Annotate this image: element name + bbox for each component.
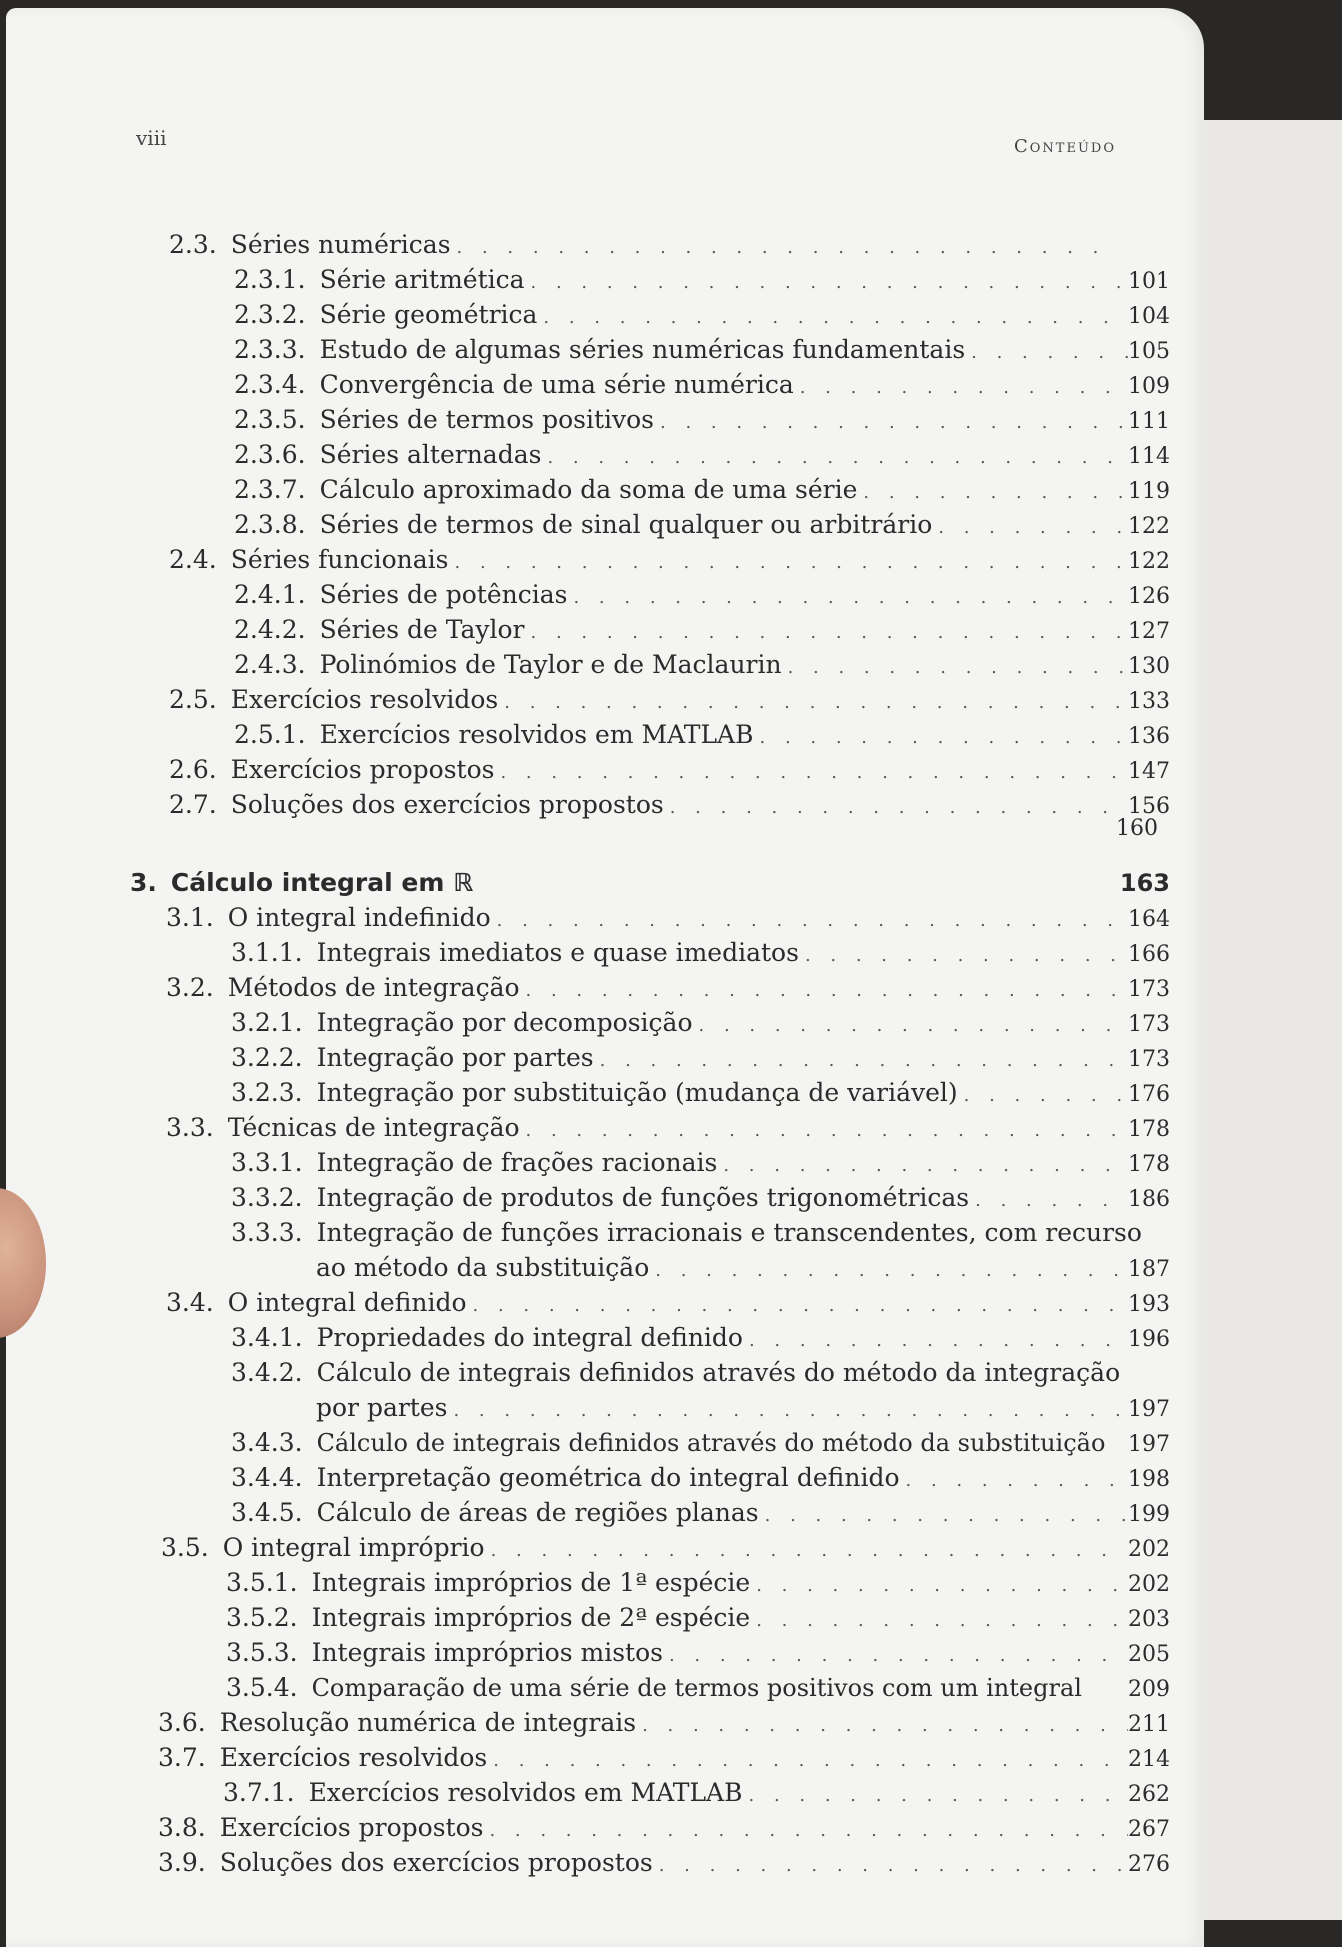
toc-page: 176 [1128, 1082, 1170, 1107]
toc-title: Integrais imediatos e quase imediatos [316, 938, 799, 967]
toc-subsection-2-5-1[interactable] [234, 720, 1170, 752]
toc-leader [494, 762, 1128, 783]
toc-number: 3.3.2. [231, 1183, 303, 1212]
toc-leader [537, 307, 1128, 328]
toc-number: 2.5. [169, 685, 217, 714]
toc-number: 3.4.3. [231, 1428, 303, 1457]
toc-page: 197 [1128, 1432, 1170, 1457]
toc-title: Soluções dos exercícios propostos [219, 1848, 653, 1877]
toc-section-3-3[interactable] [166, 1113, 1170, 1145]
toc-subsection-3-7-1[interactable] [223, 1778, 1170, 1810]
toc-subsection-2-3-2[interactable] [234, 300, 1170, 332]
toc-leader [965, 342, 1128, 363]
toc-number: 2.4.1. [234, 580, 306, 609]
toc-leader [932, 517, 1128, 538]
toc-number: 2.3.4. [234, 370, 306, 399]
toc-leader [451, 237, 1115, 258]
toc-title: Exercícios resolvidos [219, 1743, 488, 1772]
toc-leader [750, 1610, 1128, 1631]
toc-subsection-2-3-8[interactable] [234, 510, 1170, 542]
toc-title: Exercícios resolvidos [230, 685, 499, 714]
running-title: Conteúdo [1013, 136, 1116, 157]
toc-number: 3.5.3. [226, 1638, 298, 1667]
toc-number: 3.9. [158, 1848, 206, 1877]
toc-title: por partes [316, 1393, 448, 1422]
toc-title: Séries de termos de sinal qualquer ou arbitrário [319, 510, 933, 539]
toc-subsection-3-4-2[interactable] [231, 1358, 1170, 1390]
toc-title: Integrais impróprios mistos [311, 1638, 663, 1667]
toc-subsection-3-5-4[interactable] [226, 1673, 1170, 1705]
toc-page: 173 [1128, 1012, 1170, 1037]
toc-page: 199 [1128, 1502, 1170, 1527]
toc-section-3-6[interactable] [158, 1708, 1170, 1740]
toc-page: 202 [1128, 1537, 1170, 1562]
toc-page: 130 [1128, 654, 1170, 679]
toc-title: Série aritmética [319, 265, 525, 294]
toc-subsection-3-3-1[interactable] [231, 1148, 1170, 1180]
toc-leader [969, 1190, 1128, 1211]
toc-trailing-page [1116, 816, 1170, 848]
toc-page: 136 [1128, 724, 1170, 749]
toc-page: 166 [1128, 942, 1170, 967]
toc-title: Integração por substituição (mudança de variável) [316, 1078, 958, 1107]
toc-title: Exercícios resolvidos em MATLAB [319, 720, 754, 749]
toc-number: 2.3.3. [234, 335, 306, 364]
toc-leader [594, 1050, 1128, 1071]
toc-subsection-3-1-1[interactable] [231, 938, 1170, 970]
toc-title: Séries funcionais [230, 545, 449, 574]
toc-subsection-2-4-1[interactable] [234, 580, 1170, 612]
toc-title: Série geométrica [319, 300, 538, 329]
toc-page: 101 [1128, 269, 1170, 294]
toc-number: 3.3.1. [231, 1148, 303, 1177]
toc-leader [567, 587, 1128, 608]
toc-title: Integrais impróprios de 1ª espécie [311, 1568, 751, 1597]
toc-leader [799, 945, 1128, 966]
toc-section-2-4[interactable] [169, 545, 1170, 577]
toc-title: Cálculo integral em ℝ [170, 868, 474, 897]
toc-number: 3.3.3. [231, 1218, 303, 1247]
toc-leader [485, 1540, 1128, 1561]
toc-number: 3.5. [161, 1533, 209, 1562]
toc-leader [520, 1120, 1128, 1141]
toc-subsection-3-4-5[interactable] [231, 1498, 1170, 1530]
toc-page: 127 [1128, 619, 1170, 644]
toc-number: 3.7.1. [223, 1778, 295, 1807]
toc-number: 2.5.1. [234, 720, 306, 749]
toc-title: Propriedades do integral definido [316, 1323, 743, 1352]
toc-section-3-8[interactable] [158, 1813, 1170, 1845]
toc-subsection-3-2-3[interactable] [231, 1078, 1170, 1110]
toc-leader [498, 692, 1128, 713]
toc-subsection-3-2-1[interactable] [231, 1008, 1170, 1040]
toc-section-3-7[interactable] [158, 1743, 1170, 1775]
toc-leader [754, 727, 1129, 748]
toc-leader [649, 1260, 1128, 1281]
toc-section-2-3[interactable] [169, 230, 1115, 262]
toc-leader [483, 1820, 1128, 1841]
toc-page: 193 [1128, 1292, 1170, 1317]
toc-section-3-1[interactable] [166, 903, 1170, 935]
toc-number: 3.5.2. [226, 1603, 298, 1632]
toc-number: 3.2.3. [231, 1078, 303, 1107]
toc-title: Integrais impróprios de 2ª espécie [311, 1603, 751, 1632]
toc-page: 122 [1128, 549, 1170, 574]
toc-title: Séries de potências [319, 580, 568, 609]
facing-page [1180, 120, 1342, 1920]
toc-leader [693, 1015, 1129, 1036]
toc-page: 187 [1128, 1257, 1170, 1282]
toc-leader [717, 1155, 1128, 1176]
toc-number: 3.8. [158, 1813, 206, 1842]
toc-leader [654, 412, 1128, 433]
toc-number: 2.3.7. [234, 475, 306, 504]
toc-page: 119 [1128, 479, 1170, 504]
toc-page: 173 [1128, 977, 1170, 1002]
toc-title: Integração de produtos de funções trigonométricas [316, 1183, 970, 1212]
toc-page: 173 [1128, 1047, 1170, 1072]
toc-number: 3.6. [158, 1708, 206, 1737]
toc-number: 3.1.1. [231, 938, 303, 967]
toc-leader [782, 657, 1128, 678]
toc-subsection-3-4-4[interactable] [231, 1463, 1170, 1495]
toc-page: 209 [1128, 1677, 1170, 1702]
toc-subsection-3-5-3[interactable] [226, 1638, 1170, 1670]
toc-page: 160 [1116, 816, 1158, 841]
toc-title: Cálculo de integrais definidos através do método da integração [316, 1358, 1121, 1387]
toc-title: Polinómios de Taylor e de Maclaurin [319, 650, 782, 679]
toc-number: 2.3.5. [234, 405, 306, 434]
toc-number: 2.3.2. [234, 300, 306, 329]
toc-title: O integral indefinido [227, 903, 491, 932]
toc-leader [743, 1330, 1128, 1351]
toc-number: 2.3.6. [234, 440, 306, 469]
toc-page: 147 [1128, 759, 1170, 784]
toc-page: 109 [1128, 374, 1170, 399]
toc-title: Comparação de uma série de termos positivos com um integral [311, 1674, 1082, 1702]
toc-title: Integração de frações racionais [316, 1148, 718, 1177]
toc-page: 267 [1128, 1817, 1170, 1842]
toc-chapter-3[interactable] [130, 868, 1170, 900]
toc-number: 3.5.1. [226, 1568, 298, 1597]
toc-leader [541, 447, 1128, 468]
toc-page: 197 [1128, 1397, 1170, 1422]
toc-number: 3.4.5. [231, 1498, 303, 1527]
toc-page: 164 [1128, 907, 1170, 932]
toc-title: Interpretação geométrica do integral definido [316, 1463, 900, 1492]
toc-subsection-3-5-1[interactable] [226, 1568, 1170, 1600]
toc-section-2-5[interactable] [169, 685, 1170, 717]
toc-page: 196 [1128, 1327, 1170, 1352]
toc-number: 3.7. [158, 1743, 206, 1772]
toc-subsection-3-4-1[interactable] [231, 1323, 1170, 1355]
toc-title: Séries numéricas [230, 230, 451, 259]
toc-subsection-3-4-3[interactable] [231, 1428, 1170, 1460]
toc-number: 3.2.2. [231, 1043, 303, 1072]
toc-page: 122 [1128, 514, 1170, 539]
toc-leader [447, 1400, 1128, 1421]
toc-title: Séries alternadas [319, 440, 542, 469]
toc-number: 2.4. [169, 545, 217, 574]
toc-subsection-2-3-5[interactable] [234, 405, 1170, 437]
toc-title: Exercícios propostos [230, 755, 495, 784]
toc-title: Integração de funções irracionais e transcendentes, com recurso [316, 1218, 1142, 1247]
toc-page: 203 [1128, 1607, 1170, 1632]
toc-number: 2.3. [169, 230, 217, 259]
toc-number: 2.7. [169, 790, 217, 819]
toc-title: Estudo de algumas séries numéricas fundamentais [319, 335, 966, 364]
toc-leader [449, 552, 1129, 573]
toc-subsection-3-3-2[interactable] [231, 1183, 1170, 1215]
toc-leader [759, 1505, 1128, 1526]
toc-page: 211 [1128, 1712, 1170, 1737]
toc-subsection-2-3-6[interactable] [234, 440, 1170, 472]
toc-number: 3.2. [166, 973, 214, 1002]
toc-leader [487, 1750, 1128, 1771]
toc-number: 2.4.3. [234, 650, 306, 679]
toc-page: 202 [1128, 1572, 1170, 1597]
toc-number: 3.4.4. [231, 1463, 303, 1492]
toc-title: Soluções dos exercícios propostos [230, 790, 664, 819]
book-page [6, 8, 1204, 1947]
toc-leader [958, 1085, 1128, 1106]
toc-number: 3.4. [166, 1288, 214, 1317]
toc-subsection-2-3-4[interactable] [234, 370, 1170, 402]
toc-leader [663, 1645, 1128, 1666]
toc-title: Integração por partes [316, 1043, 594, 1072]
toc-number: 3. [130, 868, 157, 897]
toc-title: Séries de termos positivos [319, 405, 654, 434]
toc-page: 114 [1128, 444, 1170, 469]
toc-leader [491, 910, 1128, 931]
toc-leader [664, 797, 1128, 818]
toc-leader [794, 377, 1128, 398]
toc-number: 2.3.8. [234, 510, 306, 539]
toc-subsection-3-3-3-cont[interactable] [316, 1253, 1170, 1285]
toc-title: Exercícios propostos [219, 1813, 484, 1842]
toc-title: Exercícios resolvidos em MATLAB [308, 1778, 743, 1807]
toc-section-3-2[interactable] [166, 973, 1170, 1005]
toc-title: Cálculo de integrais definidos através do método da substituição [316, 1429, 1106, 1457]
toc-leader [743, 1785, 1129, 1806]
toc-title: Integração por decomposição [316, 1008, 693, 1037]
toc-subsection-3-5-2[interactable] [226, 1603, 1170, 1635]
toc-title: Séries de Taylor [319, 615, 525, 644]
toc-subsection-3-3-3[interactable] [231, 1218, 1170, 1250]
toc-title: Resolução numérica de integrais [219, 1708, 637, 1737]
toc-subsection-3-2-2[interactable] [231, 1043, 1170, 1075]
toc-page: 126 [1128, 584, 1170, 609]
toc-leader [750, 1575, 1128, 1596]
toc-subsection-2-4-2[interactable] [234, 615, 1170, 647]
toc-number: 3.1. [166, 903, 214, 932]
toc-page: 105 [1128, 339, 1170, 364]
toc-page: 178 [1128, 1152, 1170, 1177]
toc-page: 163 [1119, 869, 1170, 897]
toc-section-2-7[interactable] [169, 790, 1170, 822]
toc-title: Cálculo de áreas de regiões planas [316, 1498, 759, 1527]
toc-number: 2.6. [169, 755, 217, 784]
toc-page: 178 [1128, 1117, 1170, 1142]
toc-page: 205 [1128, 1642, 1170, 1667]
toc-number: 2.3.1. [234, 265, 306, 294]
toc-leader [900, 1470, 1129, 1491]
toc-section-3-5[interactable] [161, 1533, 1170, 1565]
toc-subsection-3-4-2-cont[interactable] [316, 1393, 1170, 1425]
toc-subsection-2-3-1[interactable] [234, 265, 1170, 297]
toc-title: O integral definido [227, 1288, 467, 1317]
toc-page: 262 [1128, 1782, 1170, 1807]
toc-leader [525, 622, 1128, 643]
page-number-label: viii [136, 126, 167, 150]
toc-number: 3.5.4. [226, 1673, 298, 1702]
toc-leader [467, 1295, 1128, 1316]
toc-leader [525, 272, 1128, 293]
toc-title: ao método da substituição [316, 1253, 650, 1282]
toc-number: 3.3. [166, 1113, 214, 1142]
toc-section-3-9[interactable] [158, 1848, 1170, 1880]
toc-page: 156 [1128, 794, 1170, 819]
toc-page: 214 [1128, 1747, 1170, 1772]
thumb [0, 1188, 46, 1338]
toc-leader [520, 980, 1128, 1001]
toc-page: 111 [1128, 409, 1170, 434]
toc-number: 3.4.2. [231, 1358, 303, 1387]
toc-subsection-2-4-3[interactable] [234, 650, 1170, 682]
toc-page: 133 [1128, 689, 1170, 714]
toc-page: 276 [1128, 1852, 1170, 1877]
toc-page: 198 [1128, 1467, 1170, 1492]
toc-leader [857, 482, 1128, 503]
toc-number: 3.2.1. [231, 1008, 303, 1037]
toc-subsection-2-3-3[interactable] [234, 335, 1170, 367]
toc-title: Métodos de integração [227, 973, 520, 1002]
toc-number: 2.4.2. [234, 615, 306, 644]
toc-section-2-6[interactable] [169, 755, 1170, 787]
toc-section-3-4[interactable] [166, 1288, 1170, 1320]
toc-title: O integral impróprio [222, 1533, 485, 1562]
toc-leader [636, 1715, 1128, 1736]
toc-subsection-2-3-7[interactable] [234, 475, 1170, 507]
toc-page: 104 [1128, 304, 1170, 329]
toc-leader [653, 1855, 1128, 1876]
toc-title: Convergência de uma série numérica [319, 370, 794, 399]
toc-title: Técnicas de integração [227, 1113, 520, 1142]
toc-page: 186 [1128, 1187, 1170, 1212]
toc-number: 3.4.1. [231, 1323, 303, 1352]
toc-title: Cálculo aproximado da soma de uma série [319, 475, 858, 504]
